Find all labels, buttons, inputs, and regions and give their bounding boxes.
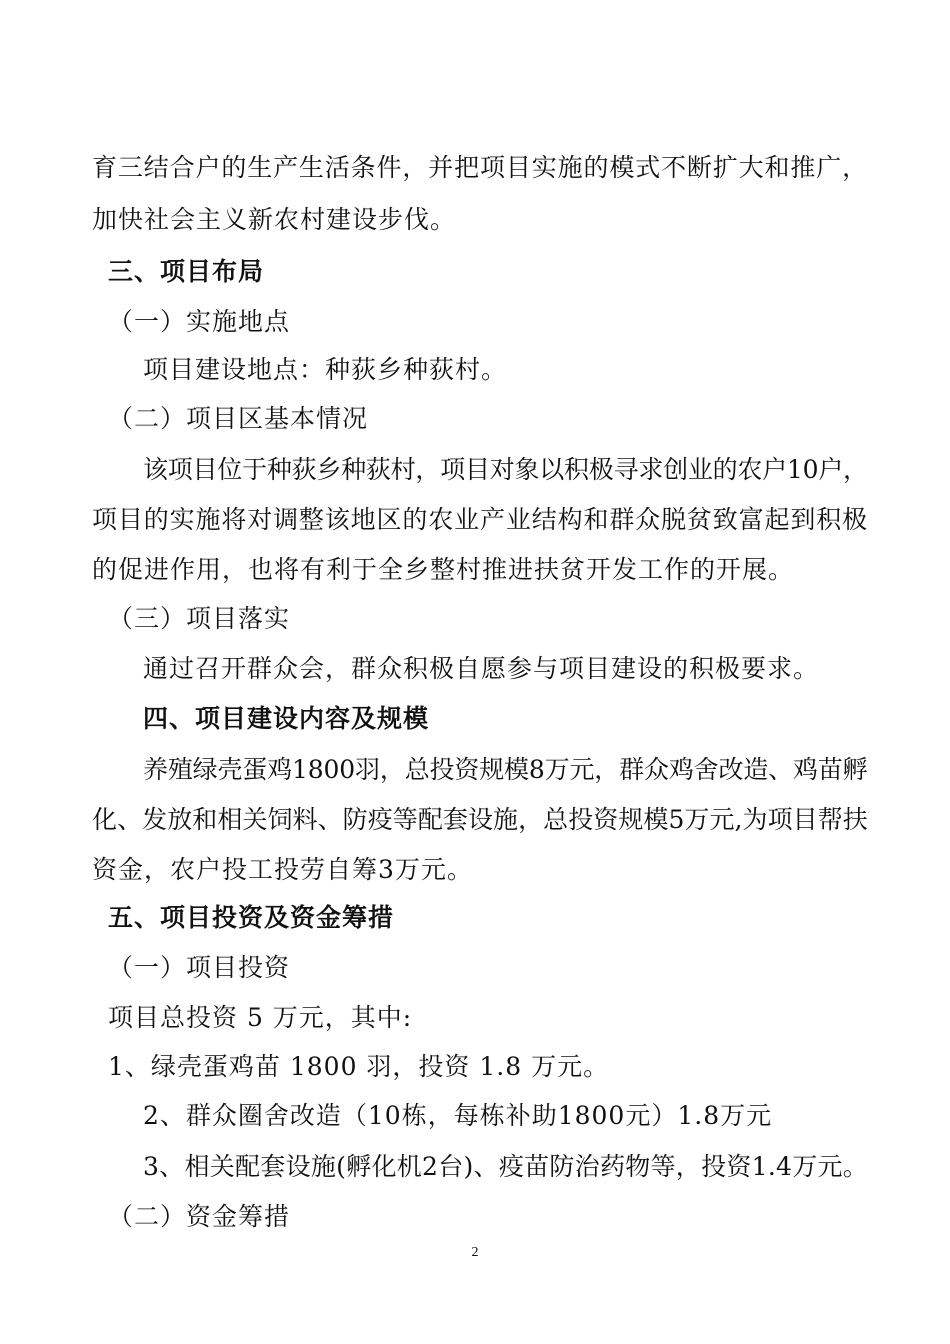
section-heading: 五、项目投资及资金筹措 — [108, 903, 395, 932]
body-text-line: 育三结合户的生产生活条件，并把项目实施的模式不断扩大和推广， — [92, 153, 869, 182]
subsection-heading: （二）项目区基本情况 — [108, 404, 369, 433]
body-text-line: 通过召开群众会，群众积极自愿参与项目建设的积极要求。 — [143, 654, 820, 683]
subsection-heading: （一）项目投资 — [108, 953, 291, 982]
body-text-line: 项目的实施将对调整该地区的农业产业结构和群众脱贫致富起到积极 — [92, 505, 869, 534]
body-text-line: 化、发放和相关饲料、防疫等配套设施，总投资规模5万元,为项目帮扶 — [92, 805, 868, 834]
body-text-line: 的促进作用，也将有利于全乡整村推进扶贫开发工作的开展。 — [92, 555, 795, 584]
section-heading: 四、项目建设内容及规模 — [143, 704, 430, 733]
list-item: 1、绿壳蛋鸡苗 1800 羽，投资 1.8 万元。 — [108, 1052, 610, 1081]
body-text-line: 养殖绿壳蛋鸡1800羽，总投资规模8万元，群众鸡舍改造、鸡苗孵 — [143, 755, 868, 784]
subsection-heading: （二）资金筹措 — [108, 1202, 291, 1231]
section-heading: 三、项目布局 — [108, 257, 265, 286]
body-text-line: 项目总投资 5 万元，其中: — [108, 1003, 413, 1032]
subsection-heading: （三）项目落实 — [108, 604, 291, 633]
body-text-line: 该项目位于种荻乡种荻村，项目对象以积极寻求创业的农户10户， — [143, 455, 868, 484]
list-item: 2、群众圈舍改造（10栋，每栋补助1800元）1.8万元 — [143, 1101, 773, 1130]
subsection-heading: （一）实施地点 — [108, 307, 291, 336]
body-text-line: 资金，农户投工投劳自筹3万元。 — [92, 855, 473, 884]
body-text-line: 加快社会主义新农村建设步伐。 — [92, 205, 457, 234]
page-number: 2 — [471, 1245, 479, 1260]
list-item: 3、相关配套设施(孵化机2台)、疫苗防治药物等，投资1.4万元。 — [143, 1152, 869, 1181]
body-text-line: 项目建设地点：种荻乡种荻村。 — [143, 355, 508, 384]
